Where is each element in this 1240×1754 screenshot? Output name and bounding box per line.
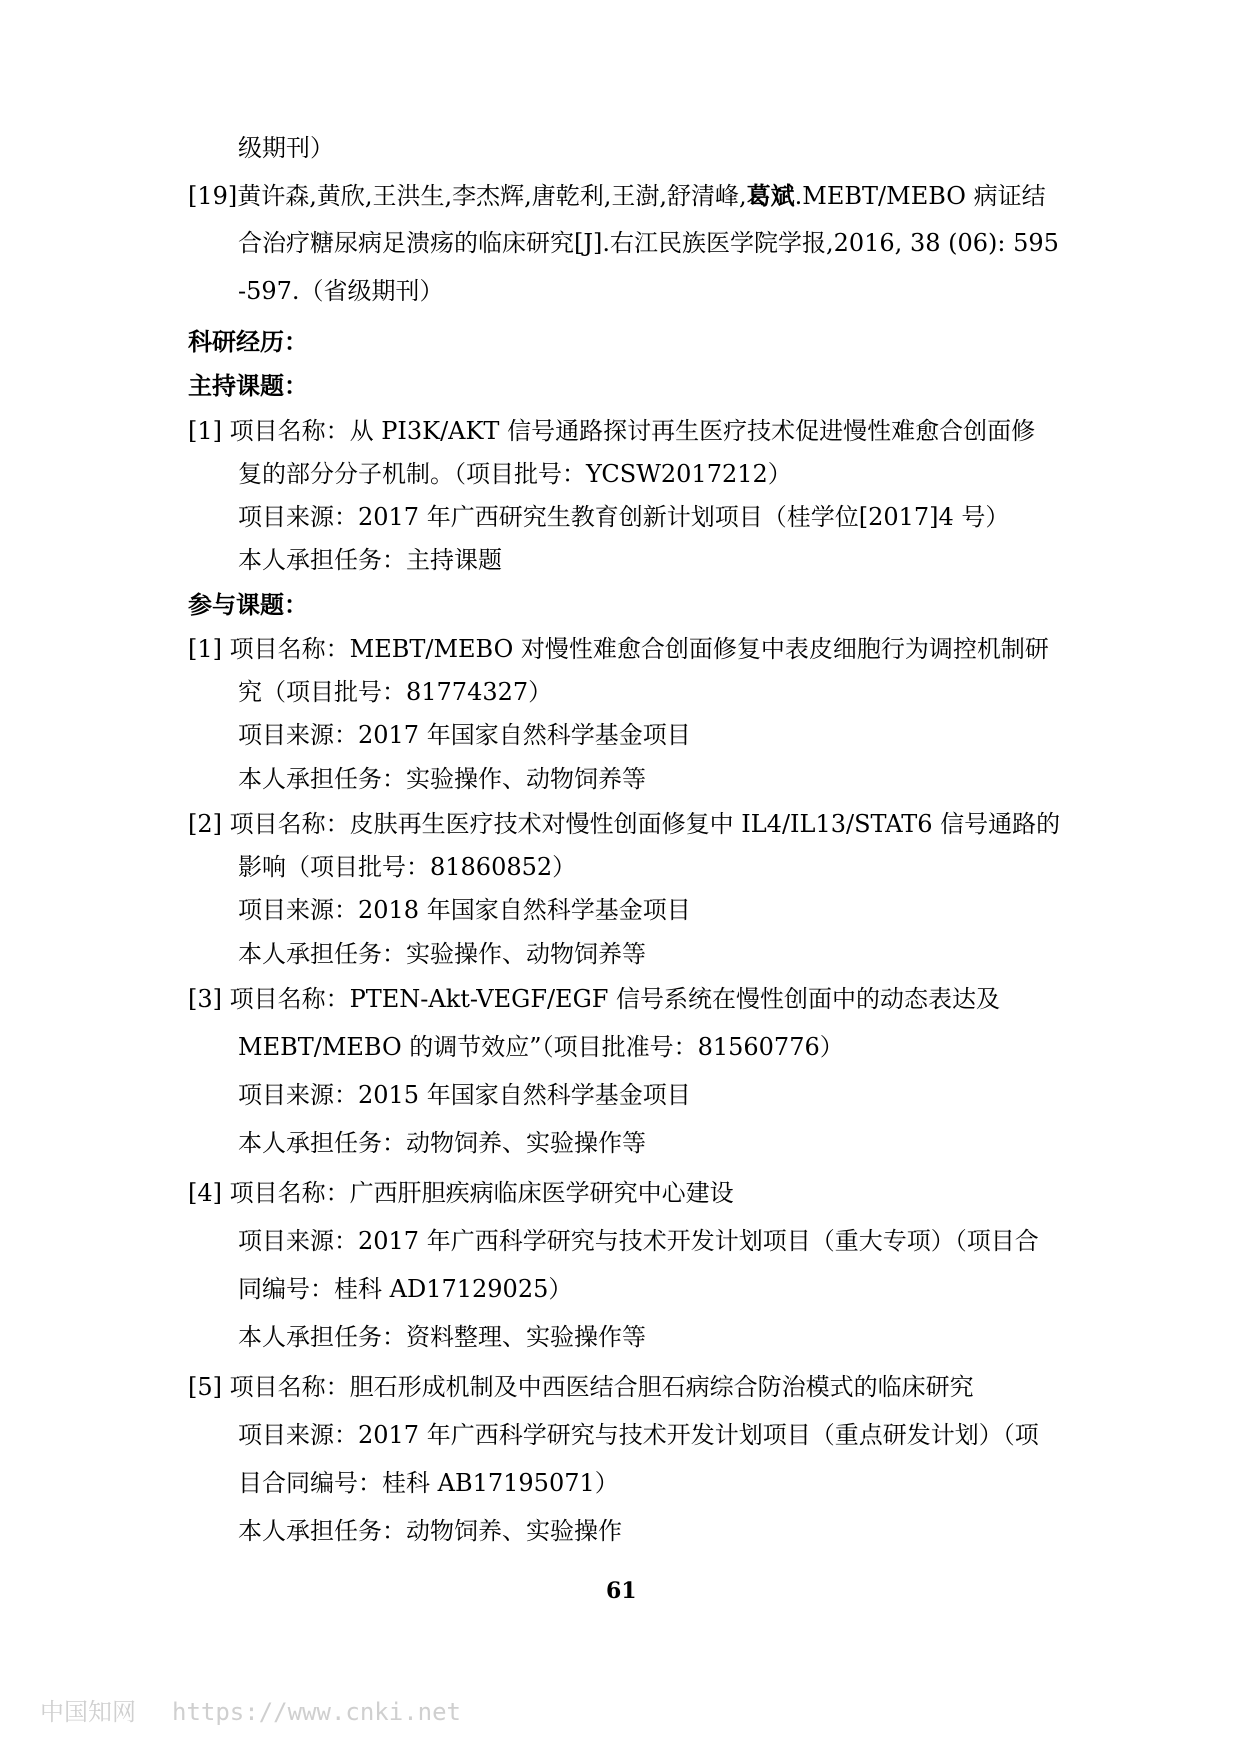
participated-1-role: 本人承担任务：实验操作、动物饲养等 xyxy=(238,765,646,793)
participated-5-role: 本人承担任务：动物饲养、实验操作 xyxy=(238,1517,622,1545)
watermark-url: https://www.cnki.net xyxy=(172,1698,461,1726)
ref18-tail: 级期刊） xyxy=(238,134,334,162)
ref19-title-start: .MEBT/MEBO 病证结 xyxy=(794,182,1046,210)
participated-5-source-line1: 项目来源：2017 年广西科学研究与技术开发计划项目（重点研发计划）（项 xyxy=(238,1421,1039,1449)
hosted-1-name-line1: [1] 项目名称：从 PI3K/AKT 信号通路探讨再生医疗技术促进慢性难愈合创面修 xyxy=(188,417,1036,445)
participated-5-source-line2: 目合同编号：桂科 AB17195071） xyxy=(238,1469,619,1497)
participated-3-name-line2: MEBT/MEBO 的调节效应”（项目批准号：81560776） xyxy=(238,1033,844,1061)
participated-1-name-line2: 究（项目批号：81774327） xyxy=(238,678,553,706)
participated-4-role: 本人承担任务：资料整理、实验操作等 xyxy=(238,1323,646,1351)
participated-2-role: 本人承担任务：实验操作、动物饲养等 xyxy=(238,940,646,968)
participated-heading: 参与课题： xyxy=(188,590,308,619)
ref19-line3: -597.（省级期刊） xyxy=(238,277,444,305)
hosted-heading: 主持课题： xyxy=(188,371,308,400)
page-number: 61 xyxy=(606,1578,637,1604)
ref19-highlight-author: 葛斌 xyxy=(746,181,795,210)
hosted-1-role: 本人承担任务：主持课题 xyxy=(238,546,502,574)
cnki-watermark xyxy=(40,1692,461,1727)
hosted-1-name-line2: 复的部分分子机制。（项目批号：YCSW2017212） xyxy=(238,460,792,488)
participated-2-source: 项目来源：2018 年国家自然科学基金项目 xyxy=(238,896,691,924)
participated-4-source-line1: 项目来源：2017 年广西科学研究与技术开发计划项目（重大专项）（项目合 xyxy=(238,1227,1039,1255)
participated-5-name-line1: [5] 项目名称：胆石形成机制及中西医结合胆石病综合防治模式的临床研究 xyxy=(188,1373,974,1401)
participated-1-name-line1: [1] 项目名称：MEBT/MEBO 对慢性难愈合创面修复中表皮细胞行为调控机制研 xyxy=(188,635,1049,663)
watermark-name: 中国知网 xyxy=(40,1698,136,1726)
ref19-authors: [19]黄许森,黄欣,王洪生,李杰辉,唐乾利,王澍,舒清峰, xyxy=(188,182,747,210)
participated-4-source-line2: 同编号：桂科 AD17129025） xyxy=(238,1275,573,1303)
participated-3-role: 本人承担任务：动物饲养、实验操作等 xyxy=(238,1129,646,1157)
ref19-line1 xyxy=(188,181,1046,211)
participated-3-source: 项目来源：2015 年国家自然科学基金项目 xyxy=(238,1081,691,1109)
participated-2-name-line1: [2] 项目名称：皮肤再生医疗技术对慢性创面修复中 IL4/IL13/STAT6 信号通路的 xyxy=(188,810,1061,838)
research-heading: 科研经历： xyxy=(188,327,308,356)
participated-3-name-line1: [3] 项目名称：PTEN-Akt-VEGF/EGF 信号系统在慢性创面中的动态表达及 xyxy=(188,985,1001,1013)
participated-2-name-line2: 影响（项目批号：81860852） xyxy=(238,853,577,881)
ref19-line2: 合治疗糖尿病足溃疡的临床研究[J].右江民族医学院学报,2016, 38 (06): 595 xyxy=(238,229,1059,257)
participated-1-source: 项目来源：2017 年国家自然科学基金项目 xyxy=(238,721,691,749)
participated-4-name-line1: [4] 项目名称：广西肝胆疾病临床医学研究中心建设 xyxy=(188,1179,734,1207)
hosted-1-source: 项目来源：2017 年广西研究生教育创新计划项目（桂学位[2017]4 号） xyxy=(238,503,1010,531)
